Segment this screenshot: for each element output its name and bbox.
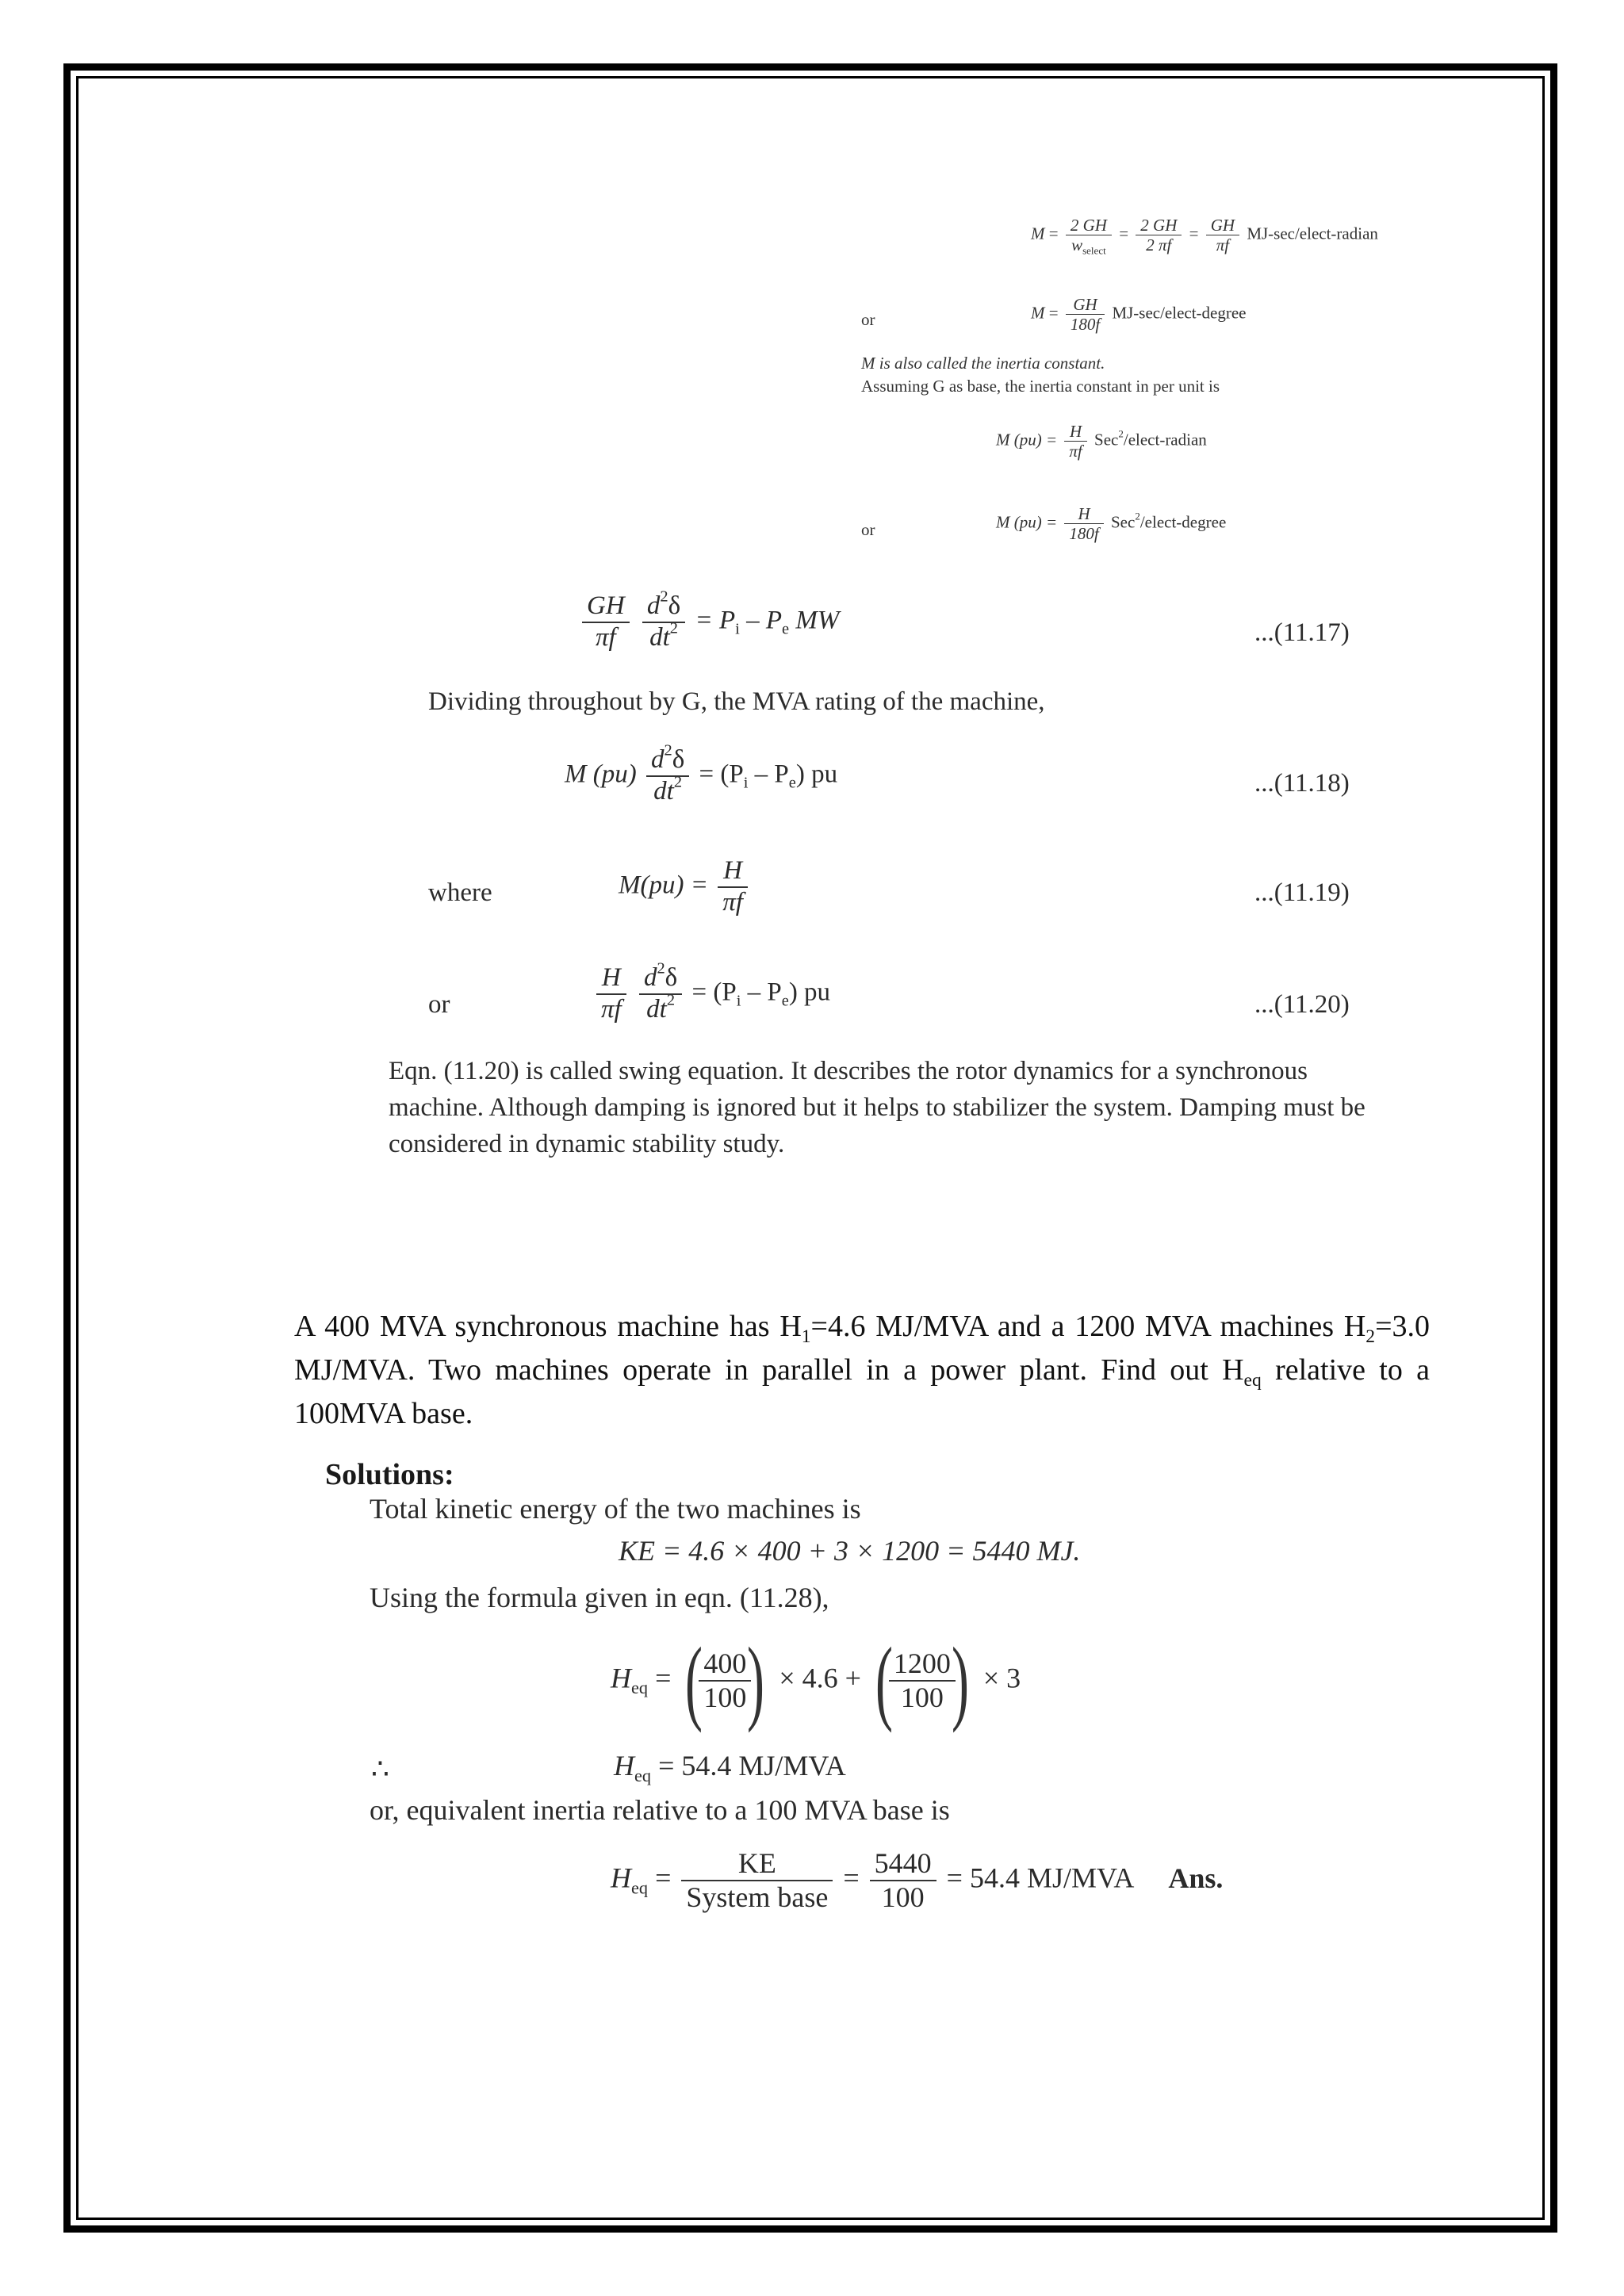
- text-per-unit: Assuming G as base, the inertia constant in per unit is: [861, 377, 1220, 396]
- text-equivalent-inertia: or, equivalent inertia relative to a 100 MVA base is: [370, 1794, 950, 1826]
- equation-number: ...(11.18): [1254, 769, 1350, 798]
- equation-number: ...(11.17): [1254, 618, 1350, 647]
- answer-label: Ans.: [1168, 1862, 1224, 1894]
- fraction: $\frac{GH}{\pi f}$: [582, 591, 630, 653]
- eq-m-degree: M = $\frac{GH}{180f}$ MJ-sec/elect-degree: [1031, 295, 1247, 335]
- eq-11-20-swing: $\frac{H}{\pi f}$ $\frac{d^2\delta}{dt^2}$ = $(P_i - P_e)$ pu: [593, 963, 830, 1025]
- fraction: $\frac{GH}{\pi f}$: [1206, 216, 1239, 254]
- fraction: $\frac{H}{\pi f}$: [1064, 422, 1086, 461]
- eq-11-19: M(pu) = $\frac{H}{\pi f}$: [619, 856, 751, 918]
- fraction: $\frac{1200}{100}$: [889, 1647, 956, 1715]
- problem-statement: A 400 MVA synchronous machine has $H_1=4.6$ MJ/MVA and a 1200 MVA machines $H_2=3.0$ MJ/MVA. Two machines operate in parallel in a power plant. Find out $H_{eq}$ relative to a 100MVA base.: [294, 1310, 1430, 1430]
- fraction: $\frac{d^2\delta}{dt^2}$: [639, 963, 682, 1025]
- fraction: $\frac{GH}{180f}$: [1066, 295, 1105, 334]
- equation-number: ...(11.20): [1254, 990, 1350, 1019]
- or-label: or: [428, 990, 450, 1019]
- text-using-formula: Using the formula given in eqn. (11.28),: [370, 1582, 829, 1613]
- fraction: $\frac{H}{\pi f}$: [596, 963, 626, 1025]
- fraction: $\frac{400}{100}$: [699, 1647, 751, 1715]
- fraction: $\frac{2 GH}{w_{select}}$: [1066, 216, 1112, 254]
- fraction: $\frac{H}{\pi f}$: [718, 856, 748, 918]
- fraction: $\frac{d^2\delta}{dt^2}$: [646, 745, 689, 807]
- text-dividing: Dividing throughout by G, the MVA rating of the machine,: [428, 687, 1045, 716]
- or-label: or: [861, 520, 875, 539]
- text-inertia-constant: M is also called the inertia constant.: [861, 354, 1105, 373]
- heq-final-equation: $H_{eq}$ = $\frac{KE}{\text{System base}}$ = $\frac{5440}{100}$ = 54.4 MJ/MVA Ans.: [611, 1847, 1224, 1914]
- text-swing-1: Eqn. (11.20) is called swing equation. It describes the rotor dynamics for a synchronous: [389, 1057, 1308, 1085]
- eq-m-definition: M = $\frac{2 GH}{w_{select}}$ = $\frac{2 GH}{2 \pi f}$ = $\frac{GH}{\pi f}$ MJ-sec/elect-radian: [1031, 216, 1378, 257]
- eq-mpu-degree: M (pu) = $\frac{H}{180f}$ Sec$^2$/elect-degree: [996, 504, 1227, 544]
- text-swing-3: considered in dynamic stability study.: [389, 1130, 785, 1158]
- equation-number: ...(11.19): [1254, 878, 1350, 907]
- heq-sum-equation: $H_{eq}$ = ( $\frac{400}{100}$ ) × 4.6 + ( $\frac{1200}{100}$ ) × 3: [611, 1628, 1021, 1733]
- eq-11-18: M (pu) $\frac{d^2\delta}{dt^2}$ = $(P_i - P_e)$ pu: [565, 741, 838, 806]
- eq-11-17: $\frac{GH}{\pi f}$ $\frac{d^2\delta}{dt^2}$ = $P_i - P_e$ MW: [579, 591, 839, 653]
- solutions-heading: Solutions:: [325, 1458, 454, 1491]
- text-swing-2: machine. Although damping is ignored but it helps to stabilizer the system. Damping must be: [389, 1093, 1365, 1122]
- fraction: $\frac{KE}{\text{System base}}$: [681, 1847, 833, 1915]
- fraction: $\frac{d^2\delta}{dt^2}$: [642, 591, 685, 653]
- ke-equation: KE = 4.6 × 400 + 3 × 1200 = 5440 MJ.: [619, 1535, 1081, 1567]
- fraction: $\frac{5440}{100}$: [870, 1847, 936, 1915]
- where-label: where: [428, 878, 492, 907]
- heq-result: $H_{eq} = 54.4$ MJ/MVA: [614, 1750, 846, 1785]
- text-total-ke: Total kinetic energy of the two machines is: [370, 1493, 861, 1525]
- therefore-symbol: ∴: [371, 1753, 389, 1785]
- fraction: $\frac{H}{180f}$: [1064, 504, 1103, 543]
- eq-mpu-radian: M (pu) = $\frac{H}{\pi f}$ Sec$^2$/elect-radian: [996, 422, 1207, 461]
- or-label: or: [861, 310, 875, 329]
- fraction: $\frac{2 GH}{2 \pi f}$: [1136, 216, 1182, 254]
